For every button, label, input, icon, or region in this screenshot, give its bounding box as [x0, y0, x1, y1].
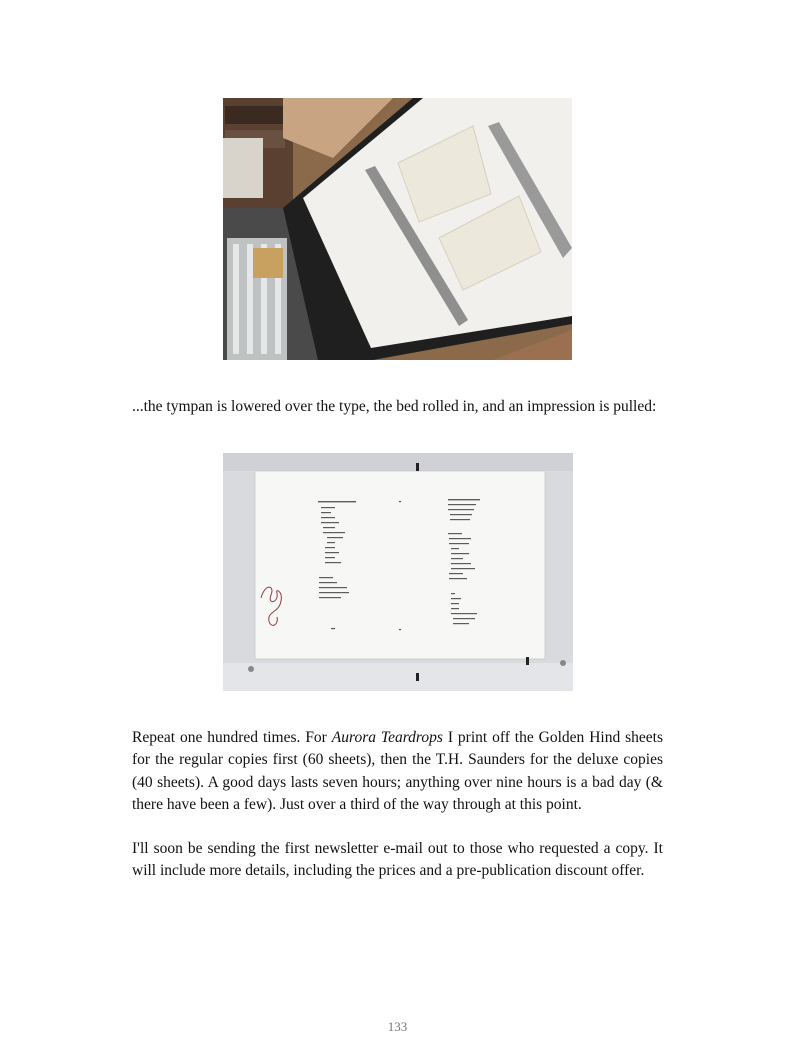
paragraph-newsletter: I'll soon be sending the first newsletter e-mail out to those who requested a copy. It will include more details, including the prices and a pre-publication discount offer. — [132, 840, 663, 880]
paragraph-tympan: ...the tympan is lowered over the type, the bed rolled in, and an impression is pulled: — [132, 398, 657, 415]
printed-sheet-photo — [223, 453, 573, 691]
page-number: 133 — [387, 1019, 408, 1034]
press-tympan-photo — [223, 98, 572, 360]
paragraph-repeat — [132, 727, 663, 816]
paragraph-text: I print off the Golden Hind sheets for the regular copies first (60 sheets), then the T.H. Saunders for the deluxe copies (40 sheets). A good days lasts seven hours; anything over nine hours is a bad day (& there have been a few). Just over a third of the way through at this point. — [132, 729, 663, 813]
book-title: Aurora Teardrops — [331, 729, 443, 746]
paragraph-text: Repeat one hundred times. For — [132, 729, 332, 746]
